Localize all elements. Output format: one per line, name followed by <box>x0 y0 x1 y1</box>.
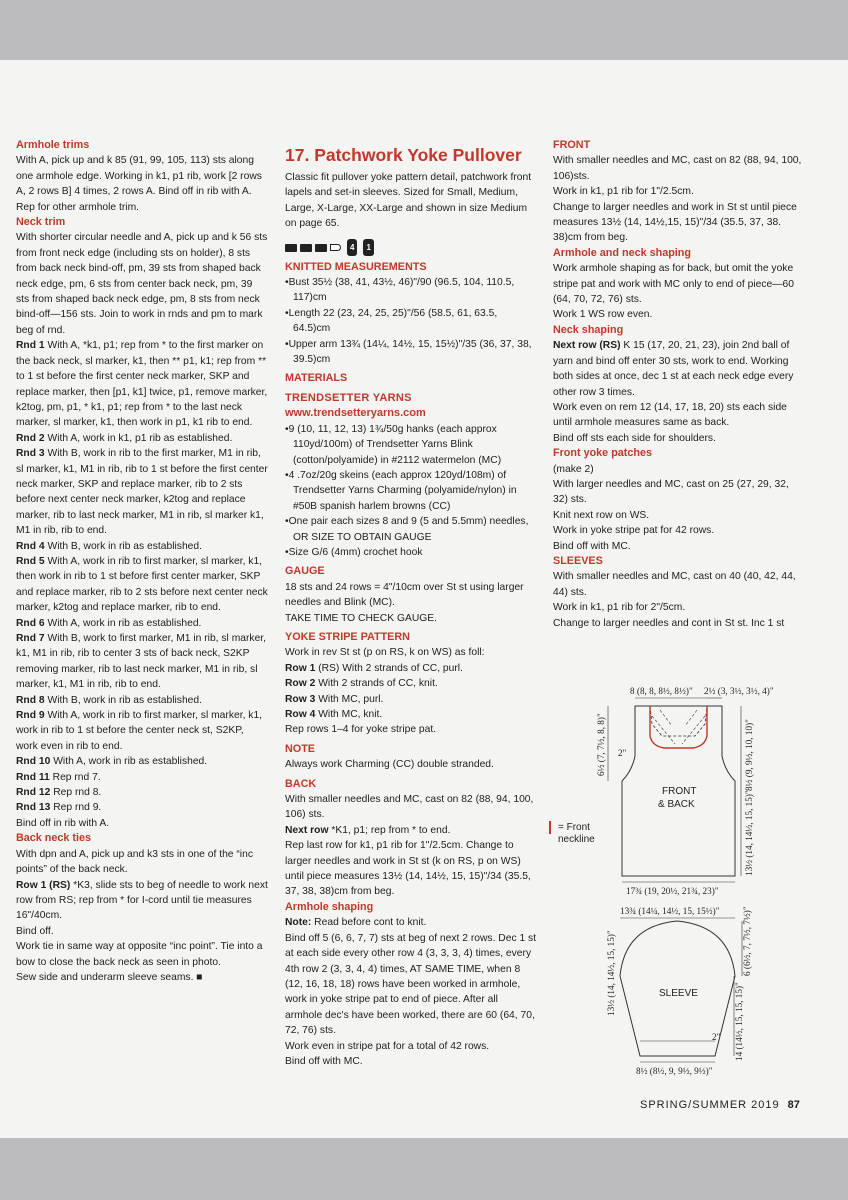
patches-make: (make 2) <box>553 463 594 475</box>
front-text: With smaller needles and MC, cast on 82 (88, 94, 100, 106)sts. <box>553 155 802 182</box>
armhole-shaping-stripe: Work even in stripe pat for a total of 42 rows. <box>285 1040 490 1052</box>
front-back-label-2: & BACK <box>658 799 695 810</box>
sleeves-change: Change to larger needles and cont in St st. Inc 1 st <box>553 617 785 629</box>
brand-url-link[interactable]: www.trendsetteryarns.com <box>285 407 426 420</box>
patches-work: Work in yoke stripe pat for 42 rows. <box>553 525 715 537</box>
armhole-neck-heading: Armhole and neck shaping <box>553 246 691 259</box>
instruction-row: Rnd 9 With A, work in rib to first marker, sl marker, k1, work in rib to 1 st before the center neck st, S2KP, work even in rib to end. <box>16 710 263 752</box>
instruction-row: Rnd 7 With B, work to first marker, M1 in rib, sl marker, k1, M1 in rib, rib to center 3 sts of back neck, S2KP removing marker, rib to last neck marker, M1 in rib, sl marker, k1, M1 in rib, rib to end. <box>16 633 267 691</box>
material-item: • One pair each sizes 8 and 9 (5 and 5.5mm) needles, OR SIZE TO OBTAIN GAUGE <box>285 514 537 545</box>
instruction-row: Row 3 With MC, purl. <box>285 693 384 705</box>
armhole-shaping-heading: Armhole shaping <box>285 900 374 913</box>
gauge-check: TAKE TIME TO CHECK GAUGE. <box>285 612 438 624</box>
material-item: • 9 (10, 11, 12, 13) 1¾/50g hanks (each approx 110yd/100m) of Trendsetter Yarns Blink (cotton/polyamide) in #2112 watermelon (MC) <box>285 422 537 468</box>
dim-right-armhole: 8½ (9, 9½, 10, 10)" <box>744 719 754 791</box>
front-neckline-line <box>650 706 707 748</box>
armhole-trims-text: With A, pick up and k 85 (91, 99, 105, 113) sts along one armhole edge. Working in k1, p1 rib, work [2 rows A, 2 rows B] 4 times, 2 rows A. Bind off in rib with A. <box>16 155 262 198</box>
instruction-row: Rnd 5 With A, work in rib to first marker, sl marker, k1, then work in rib to 1 st before first center marker, SKP and replace marker, rib to 2 sts before next center neck marker, k2tog and replace marker, rib to end. <box>16 555 268 614</box>
armhole-trims-rep: Rep for other armhole trim. <box>16 201 140 213</box>
pattern-title: 17. Patchwork Yoke Pullover <box>285 145 522 165</box>
note-heading: NOTE <box>285 742 315 755</box>
dim-bottom: 17¾ (19, 20½, 21¾, 23)" <box>626 886 719 896</box>
instruction-row: Rnd 10 With A, work in rib as established. <box>16 756 208 768</box>
dim-sleeve-length: 14 (14½, 15, 15, 15)" <box>734 982 744 1061</box>
dim-left-armhole: 6½ (7, 7½, 8, 8)" <box>596 713 606 776</box>
instruction-row: Rnd 11 Rep rnd 7. <box>16 771 101 783</box>
back-neck-ties-bind-off: Bind off. <box>16 925 54 937</box>
dim-sleeve-cap: 6 (6½, 7, 7½, 7½)" <box>742 906 752 976</box>
yarn-weight-badge: 1 <box>363 239 373 256</box>
instruction-row: Row 2 With 2 strands of CC, knit. <box>285 678 438 690</box>
back-heading: BACK <box>285 777 317 790</box>
sleeve-schematic <box>606 906 752 1076</box>
skill-bar-open-icon <box>330 244 341 251</box>
instruction-row: Rnd 3 With B, work in rib to the first marker, M1 in rib, sl marker, k1, M1 in rib, rib to 1 st before the first center neck marker, SKP and replace marker, rib to 2 sts before next center neck marker, k2tog and replace marker, rib to last neck marker, M1 in rib, sl marker k1, M1 in rib, rib to end. <box>16 448 268 537</box>
back-rest: Rep last row for k1, p1 rib for 1"/2.5cm. Change to larger needles and work in St st (k on RS, p on WS) until piece measures 13½ (14, 14½, 15, 15)"/34 (35.5, 37, 38, 38)cm from beg. <box>285 840 531 898</box>
armhole-neck-ws: Work 1 WS row even. <box>553 309 653 321</box>
neck-shaping-even: Work even on rem 12 (14, 17, 18, 20) sts each side until armhole measures same as back. <box>553 401 787 429</box>
patches-bind-off: Bind off with MC. <box>553 540 631 552</box>
neck-trim-text: With shorter circular needle and A, pick up and k 56 sts from front neck edge (including sts on holder), 8 sts from back neck bind-off, pm, 39 sts from shaped back neck edge, pm, 6 sts from center back neck, pm, 39 sts from shaped back neck edge, pm, 8 sts from neck bind-off—156 sts. Join to work in rnds and pm to mark beg of rnd. <box>16 232 268 336</box>
instruction-row: Row 4 With MC, knit. <box>285 709 383 720</box>
instruction-row: Rnd 1 With A, *k1, p1; rep from * to the first marker on the back neck, sl marker, k1, then ** p1, k1; rep from ** to 1 st before the first center neck marker, SKP and replace marker, then [p1, k1] twice, p1, remove marker, k2tog, pm, p1, * k1, p1; rep from * to the last neck marker, sl marker, k1, then work in p1, k1 rib to end. <box>16 340 268 429</box>
issue-label: SPRING/SUMMER 2019 <box>640 1099 780 1111</box>
instruction-row: Rnd 12 Rep rnd 8. <box>16 787 102 799</box>
pattern-intro: Classic fit pullover yoke pattern detail, patchwork front lapels and set-in sleeves. Sized for Small, Medium, Large, X-Large, XX-Large and shown in size Medium on page 65. <box>285 172 532 230</box>
neck-shaping-bind-off: Bind off sts each side for shoulders. <box>553 432 716 444</box>
instruction-row: Rnd 13 Rep rnd 9. <box>16 802 102 814</box>
legend-text-2: neckline <box>558 834 595 845</box>
patches-knit: Knit next row on WS. <box>553 509 650 521</box>
measurement-item: • Length 22 (23, 24, 25, 25)"/56 (58.5, 61, 63.5, 64.5)cm <box>285 306 537 337</box>
yoke-patch-lines <box>652 710 705 744</box>
measurement-item: • Bust 35½ (38, 41, 43½, 46)"/90 (96.5, 104, 110.5, 117)cm <box>285 275 537 306</box>
armhole-neck-text: Work armhole shaping as for back, but omit the yoke stripe pat and work with MC only to end of piece—60 (64, 70, 72, 76) sts. <box>553 263 794 306</box>
instruction-row: Rnd 8 With B, work in rib as established. <box>16 694 202 706</box>
note-text: Always work Charming (CC) double stranded. <box>285 759 494 771</box>
back-neck-ties-text: With dpn and A, pick up and k3 sts in one of the “inc points” of the back neck. <box>16 848 253 876</box>
dim-sleeve-top: 13¾ (14¼, 14½, 15, 15½)" <box>620 906 720 916</box>
neck-trim-bind-off: Bind off in rib with A. <box>16 817 110 829</box>
yoke-stripe-heading: YOKE STRIPE PATTERN <box>285 630 410 643</box>
yoke-stripe-rep: Rep rows 1–4 for yoke stripe pat. <box>285 724 437 736</box>
skill-bar-icon <box>285 244 297 252</box>
gauge-heading: GAUGE <box>285 565 325 578</box>
measurements-heading: KNITTED MEASUREMENTS <box>285 260 427 273</box>
column-right <box>553 138 803 631</box>
measurements-list <box>285 275 537 367</box>
column-left <box>16 138 268 985</box>
sleeves-rib: Work in k1, p1 rib for 2"/5cm. <box>553 602 686 614</box>
armhole-shaping-text: Bind off 5 (6, 6, 7, 7) sts at beg of next 2 rows. Dec 1 st at each side every other row 4 (3, 3, 3, 4) times, every 4th row 2 (3, 3, 4, 4) times, AT SAME TIME, when 8 (12, 16, 18, 18) rows have been worked in armhole, work in yoke stripe pat to end of piece. After all armhole dec's have been worked, there are 60 (64, 70, 72, 76) sts. <box>285 932 537 1037</box>
skill-bar-icon <box>315 244 327 252</box>
yoke-stripe-rows <box>285 661 537 723</box>
dim-sleeve-left: 13½ (14, 14½, 15, 15)" <box>606 930 616 1016</box>
dim-sleeve-cuff: 2" <box>712 1032 721 1042</box>
patches-text: With larger needles and MC, cast on 25 (27, 29, 32, 32) sts. <box>553 478 789 506</box>
instruction-row: Rnd 6 With A, work in rib as established. <box>16 617 202 629</box>
front-change: Change to larger needles and work in St st until piece measures 13½ (14, 14½,15, 15)"/34 (35.5, 37, 38. 38)cm from beg. <box>553 201 797 244</box>
materials-heading: MATERIALS <box>285 372 348 385</box>
neck-shaping-heading: Neck shaping <box>553 323 624 336</box>
armhole-shaping-note: Note: Read before cont to knit. <box>285 917 427 929</box>
instruction-row: Rnd 4 With B, work in rib as established. <box>16 540 202 552</box>
armhole-shaping-bind-off: Bind off with MC. <box>285 1055 363 1067</box>
dim-sleeve-bottom: 8½ (8½, 9, 9½, 9½)" <box>636 1066 713 1076</box>
back-next-row: Next row *K1, p1; rep from * to end. <box>285 824 451 836</box>
front-back-label: FRONT <box>662 786 697 797</box>
measurement-item: • Upper arm 13¾ (14¼, 14½, 15, 15½)"/35 (36, 37, 38, 39.5)cm <box>285 337 537 368</box>
front-back-schematic <box>550 686 774 896</box>
neck-shaping-next-row: Next row (RS) K 15 (17, 20, 21, 23), join 2nd ball of yarn and bind off enter 30 sts, work to end. Working both sides at once, dec 1 st at each neck edge every other row 3 times. <box>553 340 794 398</box>
back-neck-ties-tie: Work tie in same way at opposite “inc point”. Tie into a bow to close the back neck as seen in photo. <box>16 941 263 968</box>
legend-text: = Front <box>558 822 590 833</box>
front-rib: Work in k1, p1 rib for 1"/2.5cm. <box>553 186 694 198</box>
yoke-stripe-text: Work in rev St st (p on RS, k on WS) as foll: <box>285 647 485 659</box>
dim-right-length: 13½ (14, 14½, 15, 15)" <box>744 790 754 876</box>
column-middle <box>285 144 537 1069</box>
armhole-trims-heading: Armhole trims <box>16 139 90 151</box>
sleeves-heading: SLEEVES <box>553 554 603 567</box>
neck-trim-rounds <box>16 338 268 816</box>
back-neck-ties-seams: Sew side and underarm sleeve seams. ■ <box>16 971 203 983</box>
material-item: • Size G/6 (4mm) crochet hook <box>285 545 537 560</box>
instruction-row: Rnd 2 With A, work in k1, p1 rib as established. <box>16 432 233 444</box>
front-heading: FRONT <box>553 139 591 151</box>
patches-heading: Front yoke patches <box>553 447 652 460</box>
skill-level-indicator <box>285 240 537 256</box>
back-neck-ties-heading: Back neck ties <box>16 832 92 845</box>
gauge-text: 18 sts and 24 rows = 4"/10cm over St st using larger needles and Blink (MC). <box>285 581 524 609</box>
needle-size-badge: 4 <box>347 239 357 256</box>
sleeves-text: With smaller needles and MC, cast on 40 (40, 42, 44, 44) sts. <box>553 571 796 598</box>
dim-top-left: 8 (8, 8, 8½, 8½)" <box>630 686 693 696</box>
materials-list <box>285 422 537 561</box>
back-neck-ties-row1: Row 1 (RS) *K3, slide sts to beg of needle to work next row from RS; rep from * for I-cord until tie measures 16"/40cm. <box>16 879 268 922</box>
skill-bar-icon <box>300 244 312 252</box>
brand-name: TRENDSETTER YARNS <box>285 391 412 404</box>
back-neck-dashed <box>650 706 707 736</box>
schematic-diagrams <box>540 676 810 1086</box>
material-item: • 4 .7oz/20g skeins (each approx 120yd/108m) of Trendsetter Yarns Charming (polyamide/nylon) in #50B spanish harlem browns (CC) <box>285 468 537 514</box>
instruction-row: Row 1 (RS) With 2 strands of CC, purl. <box>285 662 463 674</box>
neck-trim-heading: Neck trim <box>16 216 66 229</box>
sleeve-label: SLEEVE <box>659 988 698 999</box>
page-footer <box>640 1099 800 1111</box>
page-number: 87 <box>787 1099 800 1111</box>
back-text: With smaller needles and MC, cast on 82 (88, 94, 100, 106) sts. <box>285 794 534 821</box>
dim-neck-depth: 2" <box>618 748 627 758</box>
dim-top-right: 2½ (3, 3½, 3½, 4)" <box>704 686 774 696</box>
